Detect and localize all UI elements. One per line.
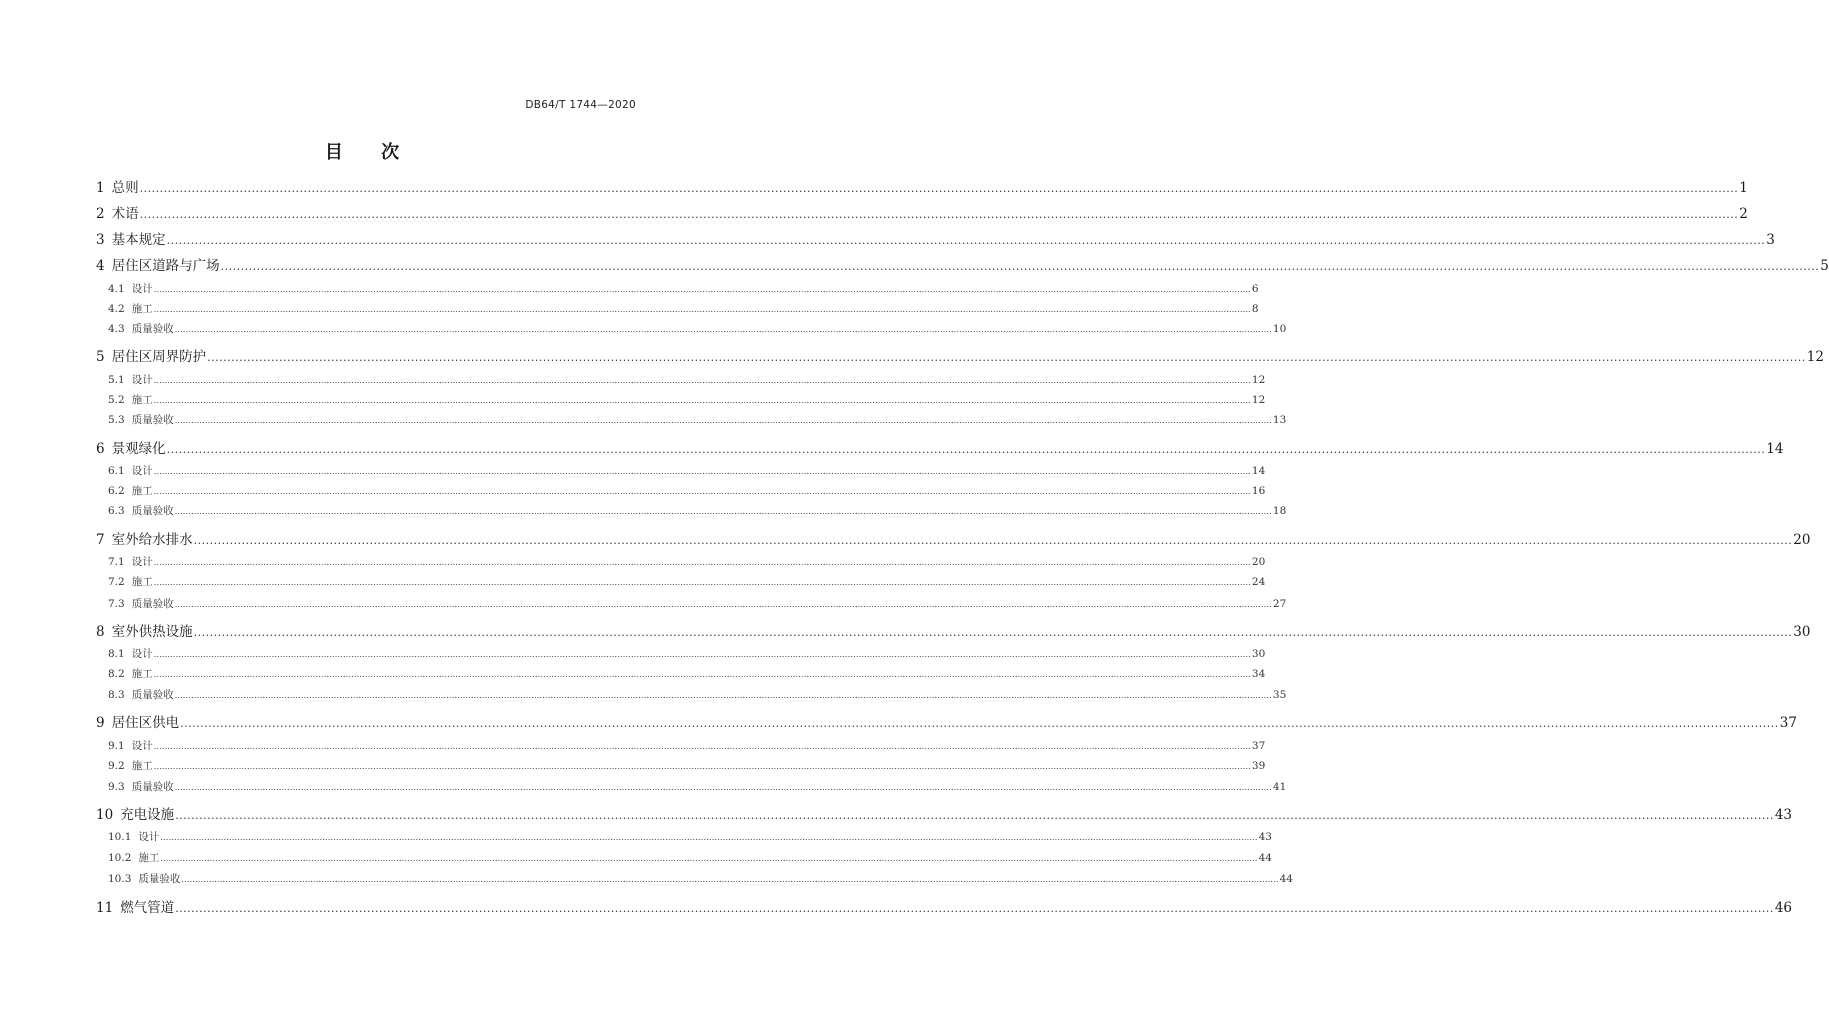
toc-entry-page: 43 [1774,807,1793,823]
toc-entry-title: 质量验收 [131,323,174,335]
toc-entry-title: 质量验收 [131,598,174,610]
toc-entry-title: 室外供热设施 [111,624,193,640]
toc-entry-page: 12 [1251,394,1266,406]
toc-entry-number: 10.2 [108,852,132,864]
toc-section-entry[interactable] [108,574,1266,589]
dot-leader: ................................................................................................................................................................................................................................................................................................................................................................................................................ [153,396,1251,405]
toc-section-entry[interactable] [108,372,1266,387]
dot-leader: ................................................................................................................................................................................................................................................................................................................................................................................................................ [160,854,1258,863]
dot-leader: ................................................................................................................................................................................................................................................................................................................................................................................................................ [220,260,1820,273]
toc-entry-page: 30 [1251,648,1266,660]
toc-entry-page: 43 [1258,831,1272,843]
dot-leader: ................................................................................................................................................................................................................................................................................................................................................................................................................ [139,208,1739,221]
toc-entry-title: 设计 [131,465,153,477]
toc-entry-number: 4.1 [108,283,125,295]
toc-entry-page: 44 [1258,852,1272,864]
dot-leader: ................................................................................................................................................................................................................................................................................................................................................................................................................ [153,762,1251,771]
toc-chapter-entry[interactable] [96,228,1775,248]
toc-chapter-entry[interactable] [96,254,1829,274]
toc-entry-number: 8.2 [108,668,125,680]
toc-entry-number: 7.2 [108,576,125,588]
toc-chapter-entry[interactable] [96,176,1748,196]
toc-entry-number: 7 [96,532,105,548]
toc-chapter-entry[interactable] [96,896,1793,916]
dot-leader: ................................................................................................................................................................................................................................................................................................................................................................................................................ [174,783,1272,792]
toc-entry-number: 11 [96,900,114,916]
toc-section-entry[interactable] [108,554,1266,569]
toc-entry-number: 4.2 [108,303,125,315]
dot-leader: ................................................................................................................................................................................................................................................................................................................................................................................................................ [166,234,1766,247]
standard-code: DB64/T 1744—2020 [525,99,636,111]
toc-entry-page: 35 [1272,689,1287,701]
toc-entry-title: 施工 [131,760,153,772]
dot-leader: ................................................................................................................................................................................................................................................................................................................................................................................................................ [153,285,1251,294]
dot-leader: ................................................................................................................................................................................................................................................................................................................................................................................................................ [153,467,1251,476]
toc-entry-title: 总则 [111,180,139,196]
toc-entry-number: 5 [96,349,105,365]
toc-section-entry[interactable] [108,483,1266,498]
toc-entry-number: 6.1 [108,465,125,477]
toc-entry-title: 基本规定 [111,232,166,248]
dot-leader: ................................................................................................................................................................................................................................................................................................................................................................................................................ [180,717,1779,730]
toc-entry-page: 37 [1779,715,1797,731]
toc-chapter-entry[interactable] [96,620,1811,640]
dot-leader: ................................................................................................................................................................................................................................................................................................................................................................................................................ [153,487,1251,496]
toc-entry-page: 8 [1251,303,1259,315]
toc-chapter-entry[interactable] [96,345,1824,365]
toc-entry-number: 7.1 [108,556,125,568]
toc-entry-page: 34 [1251,668,1266,680]
toc-entry-title: 景观绿化 [111,441,166,457]
dot-leader: ................................................................................................................................................................................................................................................................................................................................................................................................................ [193,534,1793,547]
dot-leader: ................................................................................................................................................................................................................................................................................................................................................................................................................ [175,902,1774,915]
dot-leader: ................................................................................................................................................................................................................................................................................................................................................................................................................ [174,325,1272,334]
toc-entry-number: 7.3 [108,598,125,610]
toc-entry-page: 39 [1251,760,1266,772]
dot-leader: ................................................................................................................................................................................................................................................................................................................................................................................................................ [207,351,1806,364]
toc-entry-title: 施工 [131,394,153,406]
toc-entry-page: 2 [1739,206,1748,222]
dot-leader: ................................................................................................................................................................................................................................................................................................................................................................................................................ [153,670,1251,679]
dot-leader: ................................................................................................................................................................................................................................................................................................................................................................................................................ [153,578,1251,587]
toc-entry-page: 27 [1272,598,1287,610]
dot-leader: ................................................................................................................................................................................................................................................................................................................................................................................................................ [174,600,1272,609]
toc-entry-number: 4.3 [108,323,125,335]
toc-entry-number: 9.1 [108,740,125,752]
toc-entry-number: 5.2 [108,394,125,406]
toc-section-entry[interactable] [108,758,1266,773]
toc-entry-page: 10 [1272,323,1287,335]
toc-entry-number: 10 [96,807,114,823]
toc-chapter-entry[interactable] [96,803,1793,823]
dot-leader: ................................................................................................................................................................................................................................................................................................................................................................................................................ [181,875,1279,884]
dot-leader: ................................................................................................................................................................................................................................................................................................................................................................................................................ [174,691,1272,700]
toc-entry-title: 设计 [131,374,153,386]
toc-entry-number: 1 [96,180,105,196]
toc-entry-title: 居住区周界防护 [111,349,207,365]
toc-entry-page: 18 [1272,505,1287,517]
toc-entry-number: 2 [96,206,105,222]
toc-entry-number: 10.3 [108,873,132,885]
toc-section-entry[interactable] [108,321,1287,336]
toc-entry-title: 施工 [131,485,153,497]
toc-entry-number: 9.2 [108,760,125,772]
toc-section-entry[interactable] [108,412,1287,427]
toc-section-entry[interactable] [108,738,1266,753]
toc-section-entry[interactable] [108,850,1272,865]
toc-entry-page: 13 [1272,414,1287,426]
toc-section-entry[interactable] [108,829,1272,844]
toc-entry-page: 41 [1272,781,1287,793]
toc-section-entry[interactable] [108,281,1259,296]
toc-entry-page: 14 [1251,465,1266,477]
toc-entry-number: 8.1 [108,648,125,660]
toc-entry-title: 质量验收 [131,689,174,701]
toc-entry-title: 施工 [138,852,160,864]
toc-entry-title: 质量验收 [131,781,174,793]
dot-leader: ................................................................................................................................................................................................................................................................................................................................................................................................................ [153,558,1251,567]
toc-entry-number: 6.3 [108,505,125,517]
toc-section-entry[interactable] [108,666,1266,681]
toc-section-entry[interactable] [108,687,1287,702]
toc-entry-title: 设计 [131,740,153,752]
toc-entry-number: 9.3 [108,781,125,793]
toc-entry-page: 1 [1739,180,1748,196]
toc-section-entry[interactable] [108,392,1266,407]
toc-entry-title: 设计 [131,648,153,660]
toc-entry-title: 术语 [111,206,139,222]
dot-leader: ................................................................................................................................................................................................................................................................................................................................................................................................................ [139,182,1739,195]
toc-section-entry[interactable] [108,301,1259,316]
dot-leader: ................................................................................................................................................................................................................................................................................................................................................................................................................ [153,742,1251,751]
dot-leader: ................................................................................................................................................................................................................................................................................................................................................................................................................ [153,305,1251,314]
toc-entry-number: 3 [96,232,105,248]
toc-section-entry[interactable] [108,503,1287,518]
toc-entry-title: 设计 [131,556,153,568]
toc-entry-page: 5 [1820,258,1829,274]
toc-entry-page: 20 [1251,556,1266,568]
toc-entry-title: 施工 [131,668,153,680]
dot-leader: ................................................................................................................................................................................................................................................................................................................................................................................................................ [193,626,1793,639]
dot-leader: ................................................................................................................................................................................................................................................................................................................................................................................................................ [160,833,1258,842]
toc-entry-page: 14 [1766,441,1784,457]
toc-entry-page: 44 [1279,873,1293,885]
toc-entry-title: 室外给水排水 [111,532,193,548]
toc-entry-number: 8.3 [108,689,125,701]
toc-entry-number: 5.3 [108,414,125,426]
toc-entry-title: 质量验收 [131,414,174,426]
toc-chapter-entry[interactable] [96,202,1748,222]
toc-entry-number: 6.2 [108,485,125,497]
toc-entry-title: 居住区道路与广场 [111,258,220,274]
toc-entry-number: 9 [96,715,105,731]
dot-leader: ................................................................................................................................................................................................................................................................................................................................................................................................................ [166,443,1766,456]
dot-leader: ................................................................................................................................................................................................................................................................................................................................................................................................................ [153,376,1251,385]
toc-chapter-entry[interactable] [96,528,1811,548]
toc-entry-title: 施工 [131,303,153,315]
toc-entry-number: 4 [96,258,105,274]
toc-entry-page: 46 [1774,900,1793,916]
toc-section-entry[interactable] [108,779,1287,794]
toc-entry-title: 质量验收 [131,505,174,517]
toc-chapter-entry[interactable] [96,437,1784,457]
toc-entry-title: 质量验收 [138,873,181,885]
toc-entry-number: 5.1 [108,374,125,386]
toc-entry-page: 20 [1793,532,1811,548]
toc-chapter-entry[interactable] [96,711,1797,731]
toc-entry-page: 24 [1251,576,1266,588]
dot-leader: ................................................................................................................................................................................................................................................................................................................................................................................................................ [174,416,1272,425]
dot-leader: ................................................................................................................................................................................................................................................................................................................................................................................................................ [153,650,1251,659]
toc-entry-page: 6 [1251,283,1259,295]
toc-entry-page: 30 [1793,624,1811,640]
toc-entry-number: 10.1 [108,831,132,843]
toc-entry-title: 充电设施 [120,807,175,823]
toc-entry-title: 设计 [138,831,160,843]
toc-entry-title: 居住区供电 [111,715,180,731]
toc-section-entry[interactable] [108,596,1287,611]
toc-entry-title: 燃气管道 [120,900,175,916]
toc-entry-page: 16 [1251,485,1266,497]
toc-entry-page: 3 [1766,232,1775,248]
toc-entry-title: 设计 [131,283,153,295]
toc-entry-page: 37 [1251,740,1266,752]
toc-entry-number: 6 [96,441,105,457]
toc-entry-number: 8 [96,624,105,640]
toc-entry-page: 12 [1806,349,1824,365]
toc-section-entry[interactable] [108,463,1266,478]
toc-title: 目 次 [324,142,416,163]
toc-entry-page: 12 [1251,374,1266,386]
toc-entry-title: 施工 [131,576,153,588]
toc-section-entry[interactable] [108,646,1266,661]
dot-leader: ................................................................................................................................................................................................................................................................................................................................................................................................................ [174,507,1272,516]
toc-section-entry[interactable] [108,871,1293,886]
dot-leader: ................................................................................................................................................................................................................................................................................................................................................................................................................ [175,809,1774,822]
